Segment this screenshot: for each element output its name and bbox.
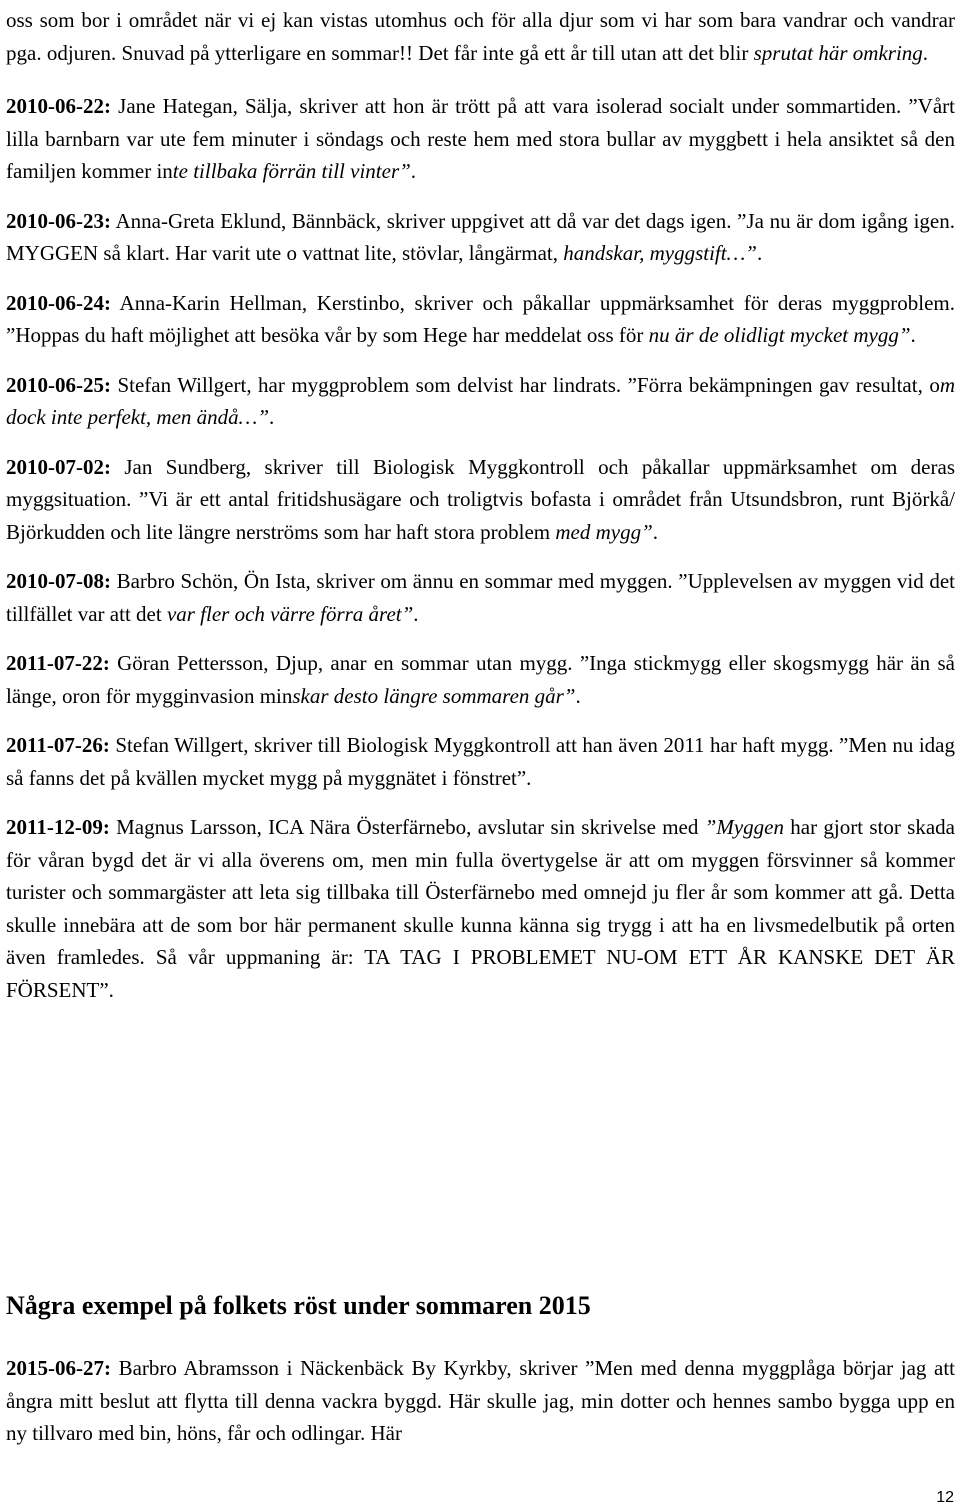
page-number: 12	[936, 1489, 954, 1506]
entry-text: Anna-Greta Eklund, Bännbäck, skriver uppgivet att då var det dags igen. ”Ja nu är dom igång igen. MYGGEN så klart. Har varit ute o vattnat lite, stövlar, långärmat,	[6, 208, 955, 265]
entry-end: .	[413, 601, 419, 626]
entry-paragraph	[6, 90, 955, 188]
entry-paragraph	[6, 451, 955, 549]
entry-end: .	[575, 683, 581, 708]
entry-date: 2010-06-22:	[6, 94, 111, 118]
entry-end: .	[652, 519, 659, 544]
entry-quote: var fler och värre förra året”	[166, 601, 414, 626]
entry-paragraph	[6, 647, 955, 712]
entry-quote: te tillbaka förrän till vinter”	[172, 159, 411, 183]
entry-date: 2010-06-23:	[6, 208, 111, 233]
entry-date: 2011-07-22:	[6, 651, 110, 675]
entry-end: har gjort stor skada för våran bygd det är vi alla överens om, men min fulla övertygelse är att om myggen försvinner så kommer turister och sommargäster att leta sig tillbaka till Österfärnebo med omnejd ju fler år som kommer att gå. Detta skulle innebära att de som bor här permanent skulle kunna känna sig trygg i att ha en livsmedelbutik på orten även framledes. Så vår uppmaning är: TA TAG I PROBLEMET NU-OM ETT ÅR KANSKE DET ÄR FÖRSENT”.	[6, 815, 955, 1002]
entry-date: 2010-07-02:	[6, 454, 111, 479]
entry-quote: m dock inte perfekt, men ändå…”	[6, 372, 955, 429]
entry-paragraph	[6, 811, 955, 1006]
entry-quote: med mygg”	[555, 519, 653, 544]
entry-text: Stefan Willgert, skriver till Biologisk Myggkontroll att han även 2011 har haft mygg. ”Men nu idag så fanns det på kvällen mycket mygg på myggnätet i fönstret”.	[6, 733, 955, 790]
entry-end: .	[410, 159, 417, 183]
intro-paragraph	[6, 4, 955, 69]
entry-paragraph	[6, 287, 955, 352]
entry-date: 2011-07-26:	[6, 733, 110, 757]
entry-text: Barbro Schön, Ön Ista, skriver om ännu en sommar med myggen. ”Upplevelsen av myggen vid det tillfället var att det	[6, 569, 955, 626]
entry-paragraph	[6, 205, 955, 270]
entry-text: Anna-Karin Hellman, Kerstinbo, skriver och påkallar uppmärksamhet för deras myggproblem. ”Hoppas du haft möjlighet att besöka vår by som Hege har meddelat oss för	[6, 290, 955, 347]
entry-date: 2010-07-08:	[6, 569, 111, 593]
entry-end: .	[756, 241, 763, 265]
entry-text: Magnus Larsson, ICA Nära Österfärnebo, avslutar sin skrivelse med	[109, 815, 705, 839]
section-heading: Några exempel på folkets röst under sommaren 2015	[6, 1291, 591, 1320]
entry-paragraph	[6, 729, 955, 794]
document-page	[6, 4, 955, 1023]
entry-end: .	[269, 405, 275, 429]
entry-paragraph	[6, 565, 955, 630]
entry-quote: skar desto längre sommaren går”	[292, 683, 576, 708]
entry-end: .	[910, 323, 916, 347]
entry-paragraph	[6, 1352, 955, 1450]
intro-end: .	[922, 40, 929, 65]
entry-date: 2010-06-25:	[6, 372, 111, 397]
entry-text: Jane Hategan, Sälja, skriver att hon är trött på att vara isolerad socialt under sommartiden. ”Vårt lilla barnbarn var ute fem minuter i söndags och reste hem med stora bullar av myggbett i hela ansiktet så den familjen kommer in	[6, 94, 955, 183]
intro-text: oss som bor i området när vi ej kan vistas utomhus och för alla djur som vi har som bara vandrar och vandrar pga. odjuren. Snuvad på ytterligare en sommar!! Det får inte gå ett år till utan att det blir	[6, 8, 955, 65]
entry-text: Jan Sundberg, skriver till Biologisk Myggkontroll och påkallar uppmärksamhet om deras myggsituation. ”Vi är ett antal fritidshusägare och troligtvis bofasta i området från Utsundsbron, runt Björkå/ Björkudden och lite längre nerströms som har haft stora problem	[6, 454, 955, 544]
entry-date: 2015-06-27:	[6, 1356, 111, 1380]
entry-text: Barbro Abramsson i Näckenbäck By Kyrkby, skriver ”Men med denna myggplåga börjar jag att ångra mitt beslut att flytta till denna vackra byggd. Här skulle jag, min dotter och hennes sambo bygga upp en ny tillvaro med bin, höns, får och odlingar. Här	[6, 1356, 955, 1445]
entry-quote: handskar, myggstift…”	[563, 241, 757, 265]
entry-quote: nu är de olidligt mycket mygg”	[648, 323, 911, 347]
entry-text: Stefan Willgert, har myggproblem som delvist har lindrats. ”Förra bekämpningen gav resultat, o	[110, 372, 940, 397]
entry-date: 2010-06-24:	[6, 290, 111, 315]
entry-quote: ”Myggen	[704, 815, 784, 839]
entry-text: Göran Pettersson, Djup, anar en sommar utan mygg. ”Inga stickmygg eller skogsmygg här än så länge, oron för mygginvasion min	[6, 651, 955, 708]
entry-paragraph	[6, 369, 955, 434]
section-body	[6, 1352, 955, 1467]
intro-italic: sprutat här omkring	[753, 40, 923, 65]
entry-date: 2011-12-09:	[6, 815, 110, 839]
